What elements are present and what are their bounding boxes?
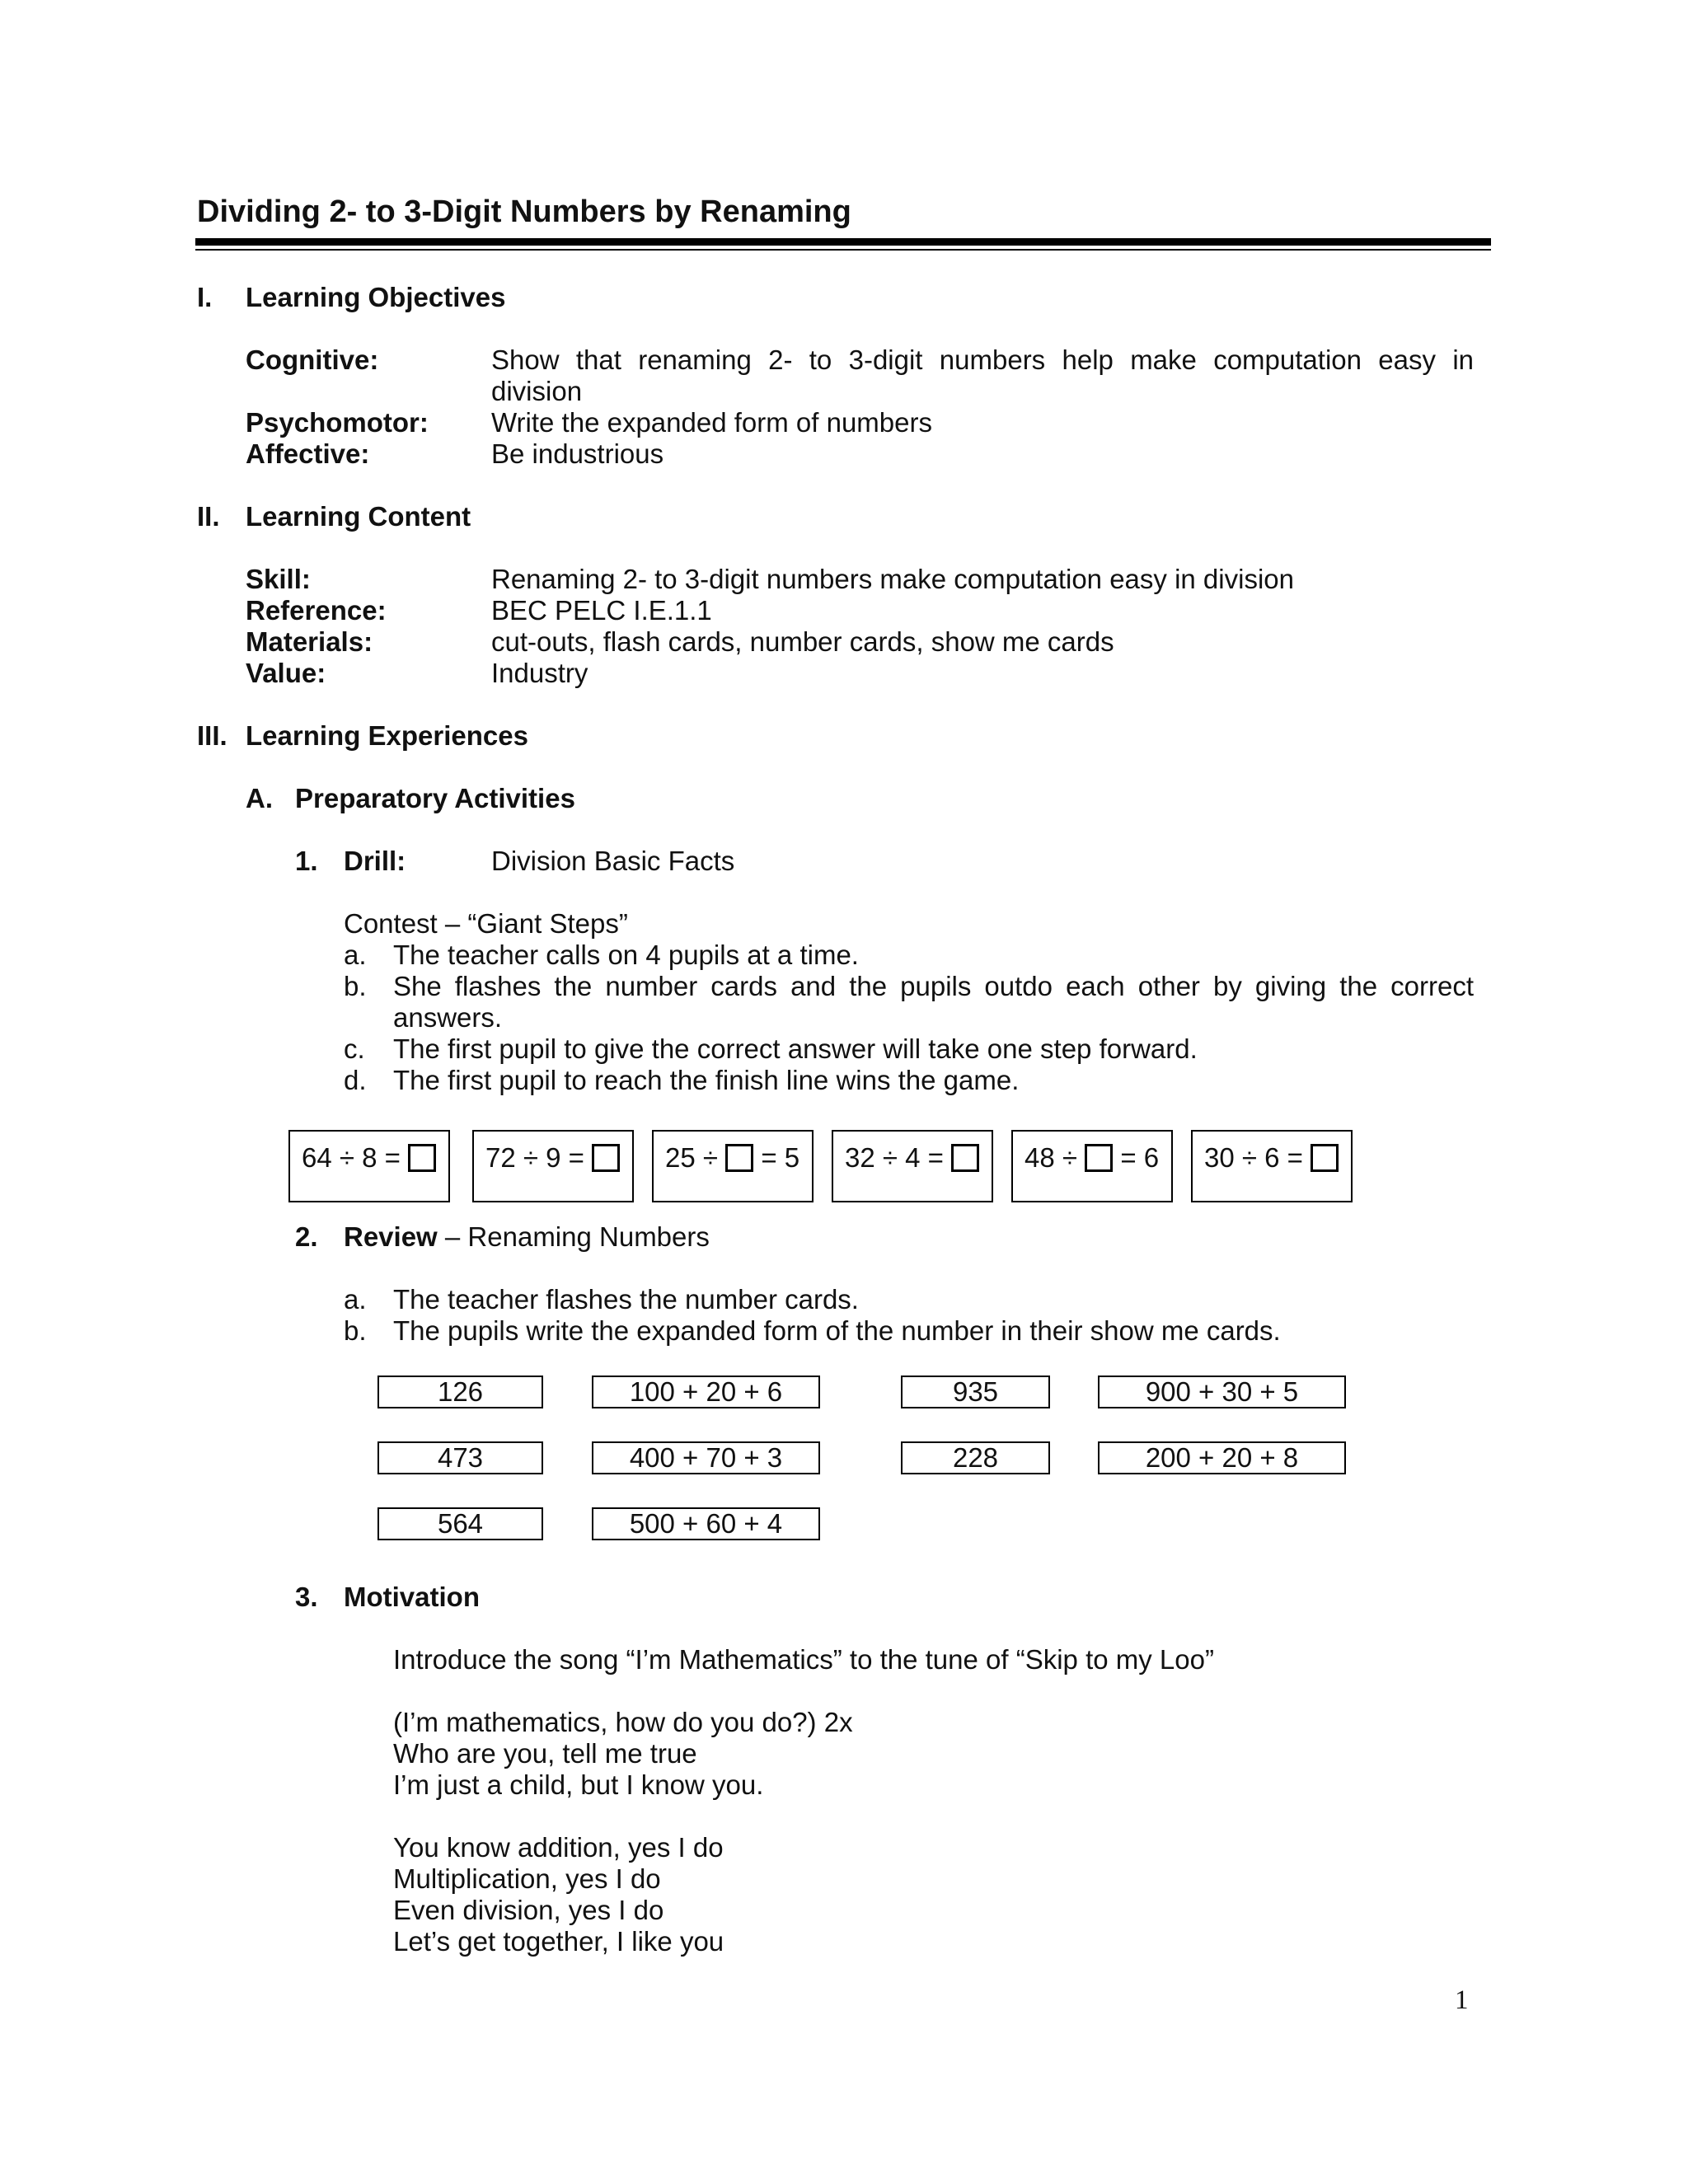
drill-item-text: The teacher calls on 4 pupils at a time.	[393, 940, 859, 970]
flash-card-expression: 32 ÷ 4 =	[845, 1142, 944, 1173]
page-number: 1	[1455, 1985, 1469, 2015]
review-item-text: The pupils write the expanded form of the number in their show me cards.	[393, 1315, 1281, 1346]
drill-item-text: The first pupil to give the correct answer will take one step forward.	[393, 1033, 1198, 1064]
drill-item-text-cont: answers.	[393, 1002, 503, 1033]
drill-item-letter: c.	[344, 1033, 365, 1064]
contest-title: Contest – “Giant Steps”	[344, 908, 628, 939]
flash-card-expression: 64 ÷ 8 =	[302, 1142, 401, 1173]
affective-label: Affective:	[246, 438, 370, 469]
answer-box	[592, 1144, 620, 1172]
review-item-letter: a.	[344, 1284, 367, 1315]
flash-card	[1191, 1130, 1353, 1202]
section-heading-content: Learning Content	[246, 501, 471, 532]
song-line: Even division, yes I do	[393, 1895, 664, 1925]
review-number: 2.	[295, 1221, 318, 1252]
reference-label: Reference:	[246, 595, 387, 626]
review-heading	[344, 1221, 710, 1253]
song-line: I’m just a child, but I know you.	[393, 1769, 764, 1800]
number-box: 935	[901, 1376, 1050, 1408]
title-rule-thick	[195, 238, 1491, 246]
drill-item-letter: a.	[344, 940, 367, 970]
number-box: 126	[377, 1376, 543, 1408]
value-text: Industry	[491, 658, 588, 688]
flash-card	[472, 1130, 634, 1202]
cognitive-text: Show that renaming 2- to 3-digit numbers help make computation easy in	[491, 344, 1474, 375]
answer-box	[408, 1144, 436, 1172]
flash-card-expression: 72 ÷ 9 =	[485, 1142, 584, 1173]
review-text: – Renaming Numbers	[437, 1221, 710, 1252]
drill-text: Division Basic Facts	[491, 846, 735, 876]
flash-card	[652, 1130, 814, 1202]
answer-box	[951, 1144, 979, 1172]
cognitive-text-cont: division	[491, 376, 583, 406]
flash-card-expression: 25 ÷	[665, 1142, 718, 1173]
skill-label: Skill:	[246, 564, 311, 594]
song-line: You know addition, yes I do	[393, 1832, 724, 1863]
section-heading-experiences: Learning Experiences	[246, 720, 528, 751]
motivation-intro: Introduce the song “I’m Mathematics” to the tune of “Skip to my Loo”	[393, 1644, 1214, 1675]
expanded-form-box: 400 + 70 + 3	[592, 1441, 820, 1474]
expanded-form-box: 900 + 30 + 5	[1098, 1376, 1346, 1408]
expanded-form-box: 100 + 20 + 6	[592, 1376, 820, 1408]
answer-box	[1085, 1144, 1113, 1172]
flash-card-expression: 30 ÷ 6 =	[1204, 1142, 1303, 1173]
expanded-form-box: 500 + 60 + 4	[592, 1507, 820, 1540]
drill-label: Drill:	[344, 846, 406, 876]
materials-label: Materials:	[246, 626, 373, 657]
drill-item-letter: b.	[344, 971, 367, 1001]
flash-card	[288, 1130, 450, 1202]
page-title: Dividing 2- to 3-Digit Numbers by Renaming	[197, 194, 851, 229]
song-line: Let’s get together, I like you	[393, 1926, 724, 1957]
drill-item-text: She flashes the number cards and the pupils outdo each other by giving the correct	[393, 971, 1474, 1001]
flash-card-result: = 6	[1120, 1142, 1160, 1173]
reference-text: BEC PELC I.E.1.1	[491, 595, 712, 626]
materials-text: cut-outs, flash cards, number cards, show me cards	[491, 626, 1114, 657]
skill-text: Renaming 2- to 3-digit numbers make computation easy in division	[491, 564, 1294, 594]
review-item-letter: b.	[344, 1315, 367, 1346]
answer-box	[1311, 1144, 1339, 1172]
answer-box	[725, 1144, 753, 1172]
review-label: Review	[344, 1221, 438, 1252]
song-line: Multiplication, yes I do	[393, 1863, 661, 1894]
review-item-text: The teacher flashes the number cards.	[393, 1284, 859, 1315]
song-line: (I’m mathematics, how do you do?) 2x	[393, 1707, 853, 1737]
number-box: 228	[901, 1441, 1050, 1474]
motivation-label: Motivation	[344, 1582, 480, 1612]
song-line: Who are you, tell me true	[393, 1738, 697, 1769]
section-number-1: I.	[197, 282, 213, 312]
title-rule-thin	[195, 249, 1491, 251]
number-box: 564	[377, 1507, 543, 1540]
flash-card-expression: 48 ÷	[1025, 1142, 1077, 1173]
psychomotor-label: Psychomotor:	[246, 407, 429, 438]
psychomotor-text: Write the expanded form of numbers	[491, 407, 932, 438]
section-heading-objectives: Learning Objectives	[246, 282, 506, 312]
cognitive-label: Cognitive:	[246, 344, 379, 375]
section-number-2: II.	[197, 501, 220, 532]
section-number-3: III.	[197, 720, 227, 751]
number-box: 473	[377, 1441, 543, 1474]
drill-item-text: The first pupil to reach the finish line wins the game.	[393, 1065, 1020, 1095]
flash-card	[832, 1130, 993, 1202]
flash-card	[1011, 1130, 1173, 1202]
affective-text: Be industrious	[491, 438, 664, 469]
drill-number: 1.	[295, 846, 318, 876]
value-label: Value:	[246, 658, 326, 688]
subsection-heading-preparatory: Preparatory Activities	[295, 783, 575, 813]
expanded-form-box: 200 + 20 + 8	[1098, 1441, 1346, 1474]
motivation-number: 3.	[295, 1582, 318, 1612]
drill-item-letter: d.	[344, 1065, 367, 1095]
flash-card-result: = 5	[761, 1142, 800, 1173]
subsection-letter-a: A.	[246, 783, 273, 813]
